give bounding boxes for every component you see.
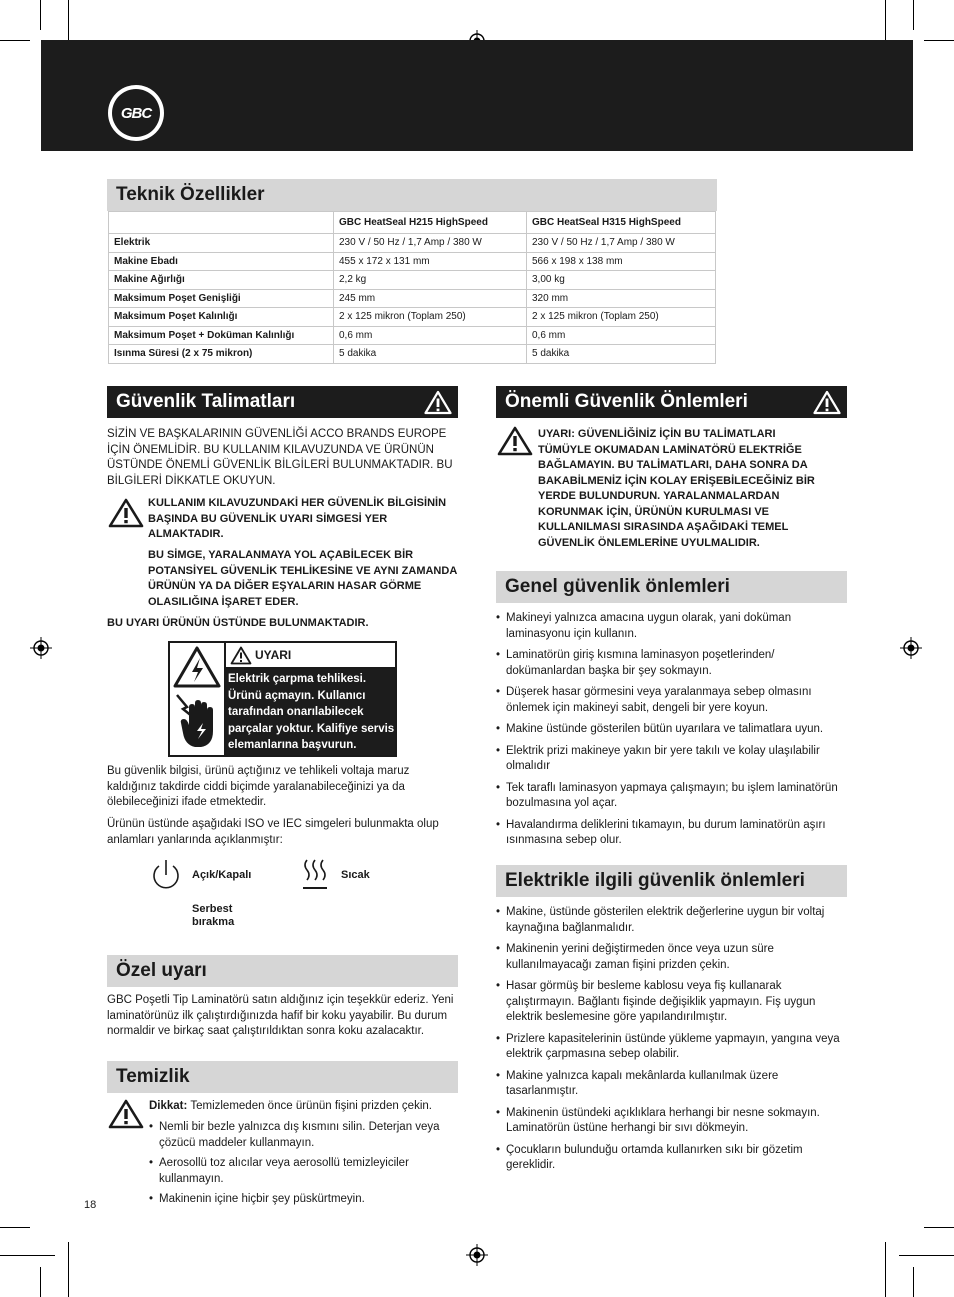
list-item: • Nemli bir bezle yalnızca dış kısmını silin. Deterjan veya çözücü maddeler kullanmayın. — [149, 1120, 449, 1151]
list-item: • Makinenin yerini değiştirmeden önce veya uzun süre kullanılmayacağı zaman fişini prizden çekin. — [496, 942, 841, 973]
cell-h215: 230 V / 50 Hz / 1,7 Amp / 380 W — [334, 234, 527, 253]
list-item: • Makine üstünde gösterilen bütün uyarılara ve talimatlara uyun. — [496, 722, 841, 738]
spec-table — [108, 211, 716, 364]
cell-h315: 3,00 kg — [527, 271, 716, 290]
cell-h315: 566 x 198 x 138 mm — [527, 252, 716, 271]
cell-h315: 230 V / 50 Hz / 1,7 Amp / 380 W — [527, 234, 716, 253]
safety-title-text: Güvenlik Talimatları — [116, 391, 296, 412]
crop-mark — [40, 0, 41, 30]
hand-shock-icon — [173, 693, 221, 751]
release-symbol-label-2: bırakma — [192, 916, 235, 928]
cell-h215: 5 dakika — [334, 345, 527, 364]
registration-mark-icon — [30, 637, 52, 659]
warning-triangle-icon — [230, 646, 252, 665]
table-row — [109, 289, 716, 308]
header-band — [41, 40, 913, 151]
cell-h315: 320 mm — [527, 289, 716, 308]
important-title-text: Önemli Güvenlik Önlemleri — [505, 391, 748, 412]
list-item: • Havalandırma deliklerini tıkamayın, bu durum laminatörün aşırı ısınmasına sebep olur. — [496, 818, 841, 849]
cell-h315: 0,6 mm — [527, 326, 716, 345]
table-header-row — [109, 212, 716, 234]
electrical-title: Elektrikle ilgili güvenlik önlemleri — [496, 865, 847, 897]
warning-label-title: UYARI — [255, 648, 292, 662]
power-symbol-label: Açık/Kapalı — [192, 869, 252, 881]
crop-mark — [0, 1227, 30, 1228]
table-row — [109, 326, 716, 345]
cell-h215: 2 x 125 mikron (Toplam 250) — [334, 308, 527, 327]
crop-mark — [885, 1242, 886, 1297]
spec-title: Teknik Özellikler — [107, 179, 717, 211]
list-item: • Aerosollü toz alıcılar veya aerosollü temizleyiciler kullanmayın. — [149, 1156, 449, 1187]
row-label: Makine Ağırlığı — [109, 271, 334, 290]
list-item: • Düşerek hasar görmesini veya yaralanmaya sebep olmasını önlemek için makineyi sabit, dengeli bir yere koyun. — [496, 685, 841, 716]
cell-h315: 2 x 125 mikron (Toplam 250) — [527, 308, 716, 327]
cell-h315: 5 dakika — [527, 345, 716, 364]
general-title: Genel güvenlik önlemleri — [496, 571, 847, 603]
table-header-cell: GBC HeatSeal H215 HighSpeed — [334, 212, 527, 234]
list-item: • Çocukların bulunduğu ortamda kullanırken sıkı bir gözetim gereklidir. — [496, 1143, 841, 1174]
list-item: • Elektrik prizi makineye yakın bir yere takılı ve kolay ulaşılabilir olmalıdır — [496, 744, 841, 775]
warning-label-header — [226, 643, 395, 669]
hot-symbol-label: Sıcak — [341, 869, 370, 881]
row-label: Maksimum Poşet Genişliği — [109, 289, 334, 308]
warning-triangle-icon — [813, 390, 841, 415]
table-header-cell: GBC HeatSeal H315 HighSpeed — [527, 212, 716, 234]
special-text: GBC Poşetli Tip Laminatörü satın aldığınız için teşekkür ederiz. Yeni laminatörünüz ilk çalıştırdığınızda hafif bir koku yayabilir. Bu durum normaldir ve birkaç saat çalıştırıldıktan sonra koku azalacaktır. — [107, 994, 454, 1037]
product-warning-label — [168, 641, 397, 757]
page-number: 18 — [84, 1199, 97, 1211]
cell-h215: 455 x 172 x 131 mm — [334, 252, 527, 271]
crop-mark — [40, 1267, 41, 1297]
electrical-list — [496, 905, 841, 1174]
power-icon — [149, 858, 183, 892]
row-label: Maksimum Poşet Kalınlığı — [109, 308, 334, 327]
row-label: Maksimum Poşet + Doküman Kalınlığı — [109, 326, 334, 345]
list-item: • Laminatörün giriş kısmına laminasyon poşetlerinden/ dokümanlardan başka bir şey sokmayın. — [496, 648, 841, 679]
crop-mark — [924, 40, 954, 41]
safety-title — [107, 386, 458, 418]
warning-triangle-icon — [108, 498, 144, 528]
list-item: • Makine yalnızca kapalı mekânlarda kullanılmak üzere tasarlanmıştır. — [496, 1069, 841, 1100]
table-row — [109, 271, 716, 290]
list-item: • Makinenin içine hiçbir şey püskürtmeyin. — [149, 1192, 449, 1208]
safety-paragraph-2: Ürünün üstünde aşağıdaki ISO ve IEC simgeleri bulunmakta olup anlamları yanlarında açıklanmıştır: — [107, 818, 439, 846]
row-label: Makine Ebadı — [109, 252, 334, 271]
release-symbol-label-1: Serbest — [192, 903, 233, 915]
cleaning-caution — [149, 1099, 454, 1115]
crop-mark — [0, 40, 30, 41]
warning-triangle-icon — [497, 426, 533, 456]
general-list — [496, 611, 841, 849]
registration-mark-icon — [900, 637, 922, 659]
caution-label: Dikkat: — [149, 1100, 188, 1112]
safety-paragraph-1: Bu güvenlik bilgisi, ürünü açtığınız ve tehlikeli voltaja maruz kaldığınız takdirde ciddi biçimde yaralanabileceğinizi ya da ölebileceğinizi ifade etmektedir. — [107, 765, 410, 808]
safety-warning-1: KULLANIM KILAVUZUNDAKİ HER GÜVENLİK BİLGİSİNİN BAŞINDA BU GÜVENLİK UYARI SİMGESİ YER ALMAKTADIR. — [148, 497, 447, 540]
crop-mark — [924, 1227, 954, 1228]
list-item: • Makine, üstünde gösterilen elektrik değerlerine uygun bir voltaj kaynağına bağlanmalıdır. — [496, 905, 841, 936]
list-item: • Prizlere kapasitelerinin üstünde yükleme yapmayın, yangına veya elektrik çarpmasına sebep olabilir. — [496, 1032, 841, 1063]
crop-mark — [68, 1242, 69, 1297]
important-text: UYARI: GÜVENLİĞİNİZ İÇİN BU TALİMATLARI TÜMÜYLE OKUMADAN LAMİNATÖRÜ ELEKTRİĞE BAĞLAMAYIN. BU TALİMATLARI, DAHA SONRA DA BAKABİLMENİZ İÇİN KOLAY ERİŞEBİLECEĞİNİZ BİR YERDE BULUNDURUN. YARALANMALARDAN KORUNMAK İÇİN, ÜRÜNÜN KURULMASI VE KULLANILMASI SIRASINDA AŞAĞIDAKİ TEMEL GÜVENLİK ÖNLEMLERİNE UYULMALIDIR. — [538, 428, 815, 549]
table-header-cell — [109, 212, 334, 234]
gbc-logo — [108, 85, 164, 141]
warning-triangle-icon — [108, 1099, 144, 1129]
list-item: • Hasar görmüş bir besleme kablosu veya fiş kullanarak çalıştırmayın. Bağlantı fişinde değişiklik yapmayın. Fiş uygun elektrik beslemesine göre yapılandırılmıştır. — [496, 979, 841, 1026]
table-row — [109, 234, 716, 253]
caution-text: Temizlemeden önce ürünün fişini prizden çekin. — [187, 1100, 432, 1112]
cell-h215: 0,6 mm — [334, 326, 527, 345]
crop-mark — [899, 1255, 954, 1256]
safety-intro: SİZİN VE BAŞKALARININ GÜVENLİĞİ ACCO BRANDS EUROPE İÇİN ÖNEMLİDİR. BU KULLANIM KILAVUZUNDA VE ÜRÜNÜN ÜSTÜNDE ÖNEMLİ GÜVENLİK BİLGİLERİ BULUNMAKTADIR. BU BİLGİLERİ DİKKATLE OKUYUN. — [107, 428, 453, 487]
crop-mark — [913, 0, 914, 30]
crop-mark — [913, 1267, 914, 1297]
table-row — [109, 252, 716, 271]
hot-surface-icon — [302, 856, 328, 892]
warning-triangle-icon — [424, 390, 452, 415]
crop-mark — [0, 1255, 55, 1256]
cell-h215: 2,2 kg — [334, 271, 527, 290]
row-label: Elektrik — [109, 234, 334, 253]
cleaning-title: Temizlik — [107, 1061, 458, 1093]
cleaning-list — [149, 1120, 449, 1208]
warning-label-icons — [170, 643, 226, 755]
safety-warning-3: BU UYARI ÜRÜNÜN ÜSTÜNDE BULUNMAKTADIR. — [107, 617, 369, 629]
cell-h215: 245 mm — [334, 289, 527, 308]
logo-text: GBC — [112, 89, 160, 137]
list-item: • Makineyi yalnızca amacına uygun olarak, yani doküman laminasyonu için kullanın. — [496, 611, 841, 642]
special-title: Özel uyarı — [107, 955, 458, 987]
important-title — [496, 386, 847, 418]
electric-shock-triangle-icon — [173, 646, 221, 688]
table-row — [109, 345, 716, 364]
table-row — [109, 308, 716, 327]
safety-warning-2: BU SİMGE, YARALANMAYA YOL AÇABİLECEK BİR POTANSİYEL GÜVENLİK TEHLİKESİNE VE AYNI ZAMANDA ÜRÜNÜN YA DA DİĞER EŞYALARIN HASAR GÖRME OLASILIĞINA İŞARET EDER. — [148, 549, 457, 608]
list-item: • Makinenin üstündeki açıklıklara herhangi bir nesne sokmayın. Laminatörün üstüne herhangi bir sıvı dökmeyin. — [496, 1106, 841, 1137]
registration-mark-icon — [466, 1244, 488, 1266]
list-item: • Tek taraflı laminasyon yapmaya çalışmayın; bu işlem laminatörün bozulmasına yol açar. — [496, 781, 841, 812]
row-label: Isınma Süresi (2 x 75 mikron) — [109, 345, 334, 364]
warning-label-body: Elektrik çarpma tehlikesi. Ürünü açmayın. Kullanıcı tarafından onarılabilecek parçalar yoktur. Kalifiye servis elemanlarına başvurun. — [226, 669, 395, 755]
